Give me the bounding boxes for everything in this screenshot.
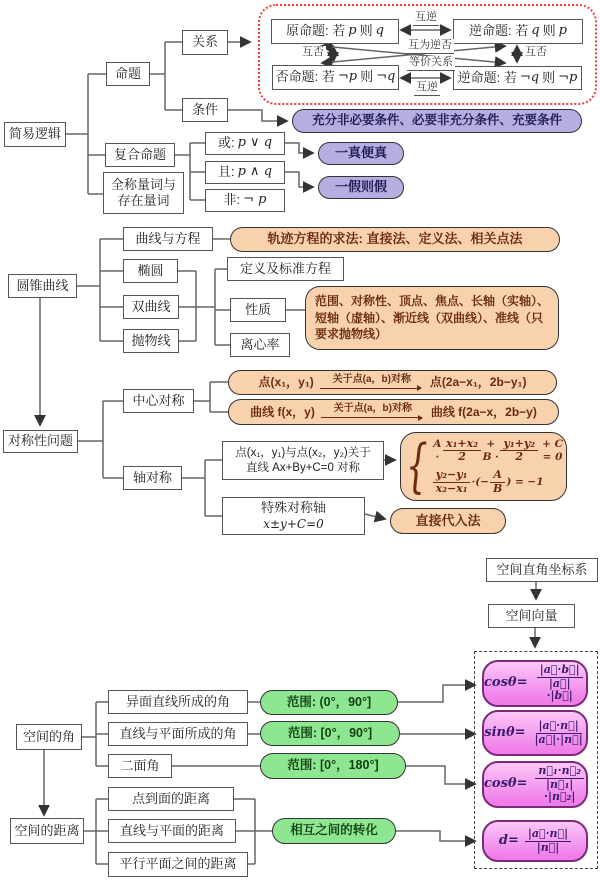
- point-rule-arrow: [320, 374, 424, 392]
- node-conic-curves: 圆锥曲线: [8, 274, 77, 298]
- node-negation-proposition: [272, 65, 399, 90]
- formula-sin-line-plane: [482, 710, 588, 756]
- sys-l1n1: x₁+x₂: [443, 438, 481, 452]
- node-condition: 条件: [182, 98, 228, 122]
- sys-l1b: + B ·: [482, 437, 499, 463]
- node-special-axis: [222, 497, 365, 535]
- rule-curve-symmetry: [228, 399, 559, 425]
- formula-axial-system: [400, 432, 567, 501]
- and-label: 且:: [217, 164, 235, 180]
- contrapositive-q: ¬q: [519, 69, 540, 85]
- node-space-coordinate-system: 空间直角坐标系: [486, 558, 598, 582]
- note-range-dihedral: 范围: [0°，180°]: [260, 753, 406, 779]
- node-curve-equation: 曲线与方程: [123, 227, 213, 251]
- f4-lhs: d=: [498, 832, 519, 848]
- curve-rule-condition: 关于点(a，b)对称: [333, 403, 412, 414]
- label-contrapositive-relation: 互为逆否: [406, 39, 454, 54]
- f1-denominator: |a⃗|·|b⃗|: [546, 676, 573, 703]
- sys-l2n1: y₂−y₁: [433, 469, 471, 483]
- sys-l1d2: 2: [515, 450, 524, 464]
- label-equivalence: 等价关系: [407, 56, 455, 71]
- sys-l1c: + C = 0: [542, 437, 563, 463]
- node-contrapositive-proposition: [453, 66, 582, 90]
- negation-p: ¬p: [337, 69, 358, 85]
- point-rule-source: 点(x₁，y₁): [258, 375, 314, 389]
- converse-label: 逆命题: 若: [469, 23, 529, 39]
- curve-rule-result: 曲线 f(2a−x，2b−y): [430, 404, 537, 419]
- negation-label: 否命题: 若: [275, 69, 335, 85]
- point-rule-result: 点(2a−x₁，2b−y₁): [429, 375, 527, 389]
- f4-denominator: |n⃗|: [536, 840, 560, 854]
- note-trajectory-methods: 轨迹方程的求法: 直接法、定义法、相关点法: [230, 227, 560, 252]
- label-mutual-negation-left: 互否: [302, 46, 324, 58]
- or-label: 或:: [217, 135, 235, 151]
- note-conic-properties: 范围、对称性、顶点、焦点、长轴（实轴）、短轴（虚轴）、渐近线（双曲线）、准线（只要求抛物线）: [305, 286, 559, 350]
- node-central-symmetry: 中心对称: [123, 389, 194, 413]
- original-label: 原命题: 若: [286, 23, 346, 39]
- converse-mid: 则: [542, 23, 556, 39]
- converse-p: p: [558, 23, 567, 39]
- node-line-plane-distance: 直线与平面的距离: [108, 819, 236, 843]
- f3-numerator: n⃗₁·n⃗₂: [535, 765, 584, 779]
- node-symmetry-problems: 对称性问题: [3, 430, 78, 453]
- formula-cos-skew: [482, 660, 588, 707]
- f1-lhs: cosθ=: [484, 675, 528, 691]
- note-direct-substitution: 直接代入法: [390, 508, 506, 534]
- not-expression: ¬ p: [243, 192, 267, 208]
- node-or: [205, 132, 285, 155]
- point-rule-condition: 关于点(a，b)对称: [332, 373, 411, 385]
- right-arrow-icon: [321, 414, 425, 421]
- node-skew-lines-angle: 异面直线所成的角: [108, 690, 248, 714]
- node-ellipse: 椭圆: [123, 259, 178, 283]
- node-point-plane-distance: 点到面的距离: [108, 787, 234, 811]
- label-mutual-converse-top: 互逆: [413, 11, 439, 26]
- node-parallel-planes-distance: 平行平面之间的距离: [108, 852, 248, 877]
- f2-denominator: |a⃗|·|n⃗|: [534, 732, 583, 746]
- curve-rule-arrow: [321, 403, 425, 421]
- f2-lhs: sinθ=: [484, 724, 526, 740]
- node-parabola: 抛物线: [123, 329, 179, 353]
- node-dihedral-angle: 二面角: [108, 754, 172, 778]
- formula-distance: [482, 820, 588, 862]
- label-mutual-converse-bottom: 互逆: [414, 81, 440, 96]
- node-quantifiers: 全称量词与存在量词: [103, 172, 184, 214]
- original-q: q: [375, 23, 384, 39]
- node-hyperbola: 双曲线: [123, 295, 179, 319]
- contrapositive-label: 逆命题: 若: [457, 69, 517, 85]
- or-expression: p ∨ q: [237, 135, 273, 151]
- curve-rule-source: 曲线 f(x，y): [250, 404, 315, 419]
- node-definition-standard-equation: 定义及标准方程: [227, 257, 344, 281]
- node-line-plane-angle: 直线与平面所成的角: [108, 722, 248, 746]
- negation-q: ¬q: [376, 69, 396, 85]
- note-and-truth: 一假则假: [318, 176, 404, 199]
- f4-numerator: |a⃗·n⃗|: [525, 828, 571, 842]
- note-range-line-plane: 范围: [0°，90°]: [260, 721, 400, 746]
- note-range-skew: 范围: (0°，90°]: [260, 690, 398, 715]
- node-space-distances: 空间的距离: [10, 818, 84, 844]
- special-axis-title: 特殊对称轴: [260, 500, 326, 516]
- node-and: [205, 161, 285, 184]
- contrapositive-p: ¬p: [558, 69, 578, 85]
- not-label: 非:: [223, 192, 241, 208]
- axial-condition-line1: 点(x₁，y₁)与点(x₂，y₂)关于: [235, 447, 371, 460]
- rule-point-symmetry: [228, 370, 557, 395]
- node-space-angles: 空间的角: [16, 724, 82, 750]
- node-properties: 性质: [230, 298, 286, 322]
- node-compound-proposition: 复合命题: [105, 143, 175, 167]
- converse-q: q: [531, 23, 540, 39]
- node-axial-symmetry: 轴对称: [123, 466, 182, 490]
- f1-numerator: |a⃗·b⃗|: [537, 664, 583, 678]
- sys-l1n2: y₁+y₂: [500, 438, 538, 452]
- note-or-truth: 一真便真: [318, 142, 404, 165]
- node-original-proposition: [271, 19, 399, 44]
- sys-l2d2: B: [493, 481, 503, 495]
- right-arrow-icon: [320, 385, 424, 392]
- sys-l2d1: x₂−x₁: [435, 481, 468, 495]
- special-axis-equation: x±y+C=0: [263, 516, 324, 531]
- note-condition-types: 充分非必要条件、必要非充分条件、充要条件: [292, 109, 582, 133]
- node-relation: 关系: [182, 30, 228, 55]
- node-simple-logic: 简易逻辑: [4, 122, 66, 147]
- node-space-vector: 空间向量: [488, 604, 575, 628]
- node-axial-condition: [222, 441, 384, 480]
- note-mutual-transformation: 相互之间的转化: [272, 818, 396, 844]
- node-proposition: 命题: [106, 62, 150, 86]
- sys-l1a: A ·: [433, 437, 442, 463]
- node-converse-proposition: [453, 19, 583, 44]
- negation-mid: 则: [360, 69, 374, 85]
- node-not: [205, 189, 285, 212]
- contrapositive-mid: 则: [542, 69, 556, 85]
- f3-lhs: cosθ=: [484, 776, 528, 792]
- sys-l2n2: A: [490, 469, 505, 483]
- brace-icon: {: [406, 432, 428, 501]
- f2-numerator: |a⃗·n⃗|: [536, 720, 582, 734]
- label-mutual-negation-right: 互否: [525, 46, 547, 58]
- sys-l2t: ) = −1: [506, 475, 544, 488]
- original-mid: 则: [359, 23, 373, 39]
- sys-l2m: ·(−: [471, 475, 490, 488]
- and-expression: p ∧ q: [237, 164, 273, 180]
- f3-denominator: |n⃗₁|·|n⃗₂|: [544, 777, 576, 804]
- sys-l1d1: 2: [458, 450, 466, 464]
- original-p: p: [348, 23, 357, 39]
- node-eccentricity: 离心率: [230, 333, 290, 357]
- formula-cos-dihedral: [482, 761, 588, 808]
- axial-condition-line2: 直线 Ax+By+C=0 对称: [245, 461, 361, 474]
